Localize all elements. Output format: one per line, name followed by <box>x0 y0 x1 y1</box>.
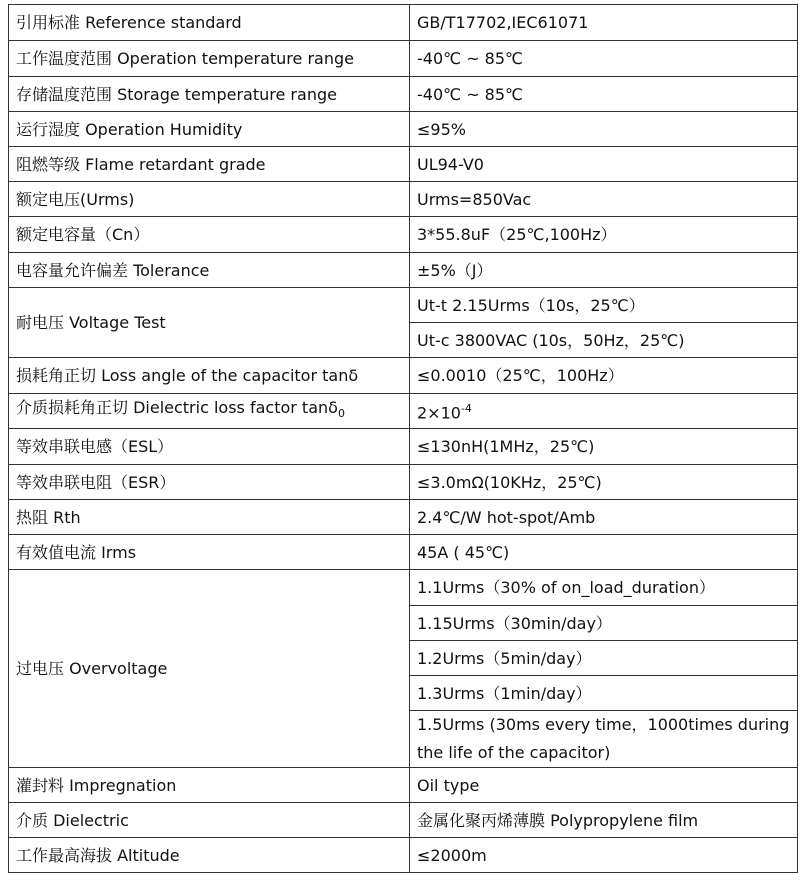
spec-value <box>410 394 798 429</box>
table-row <box>9 570 798 606</box>
table-row <box>9 500 798 535</box>
spec-label: 运行湿度 Operation Humidity <box>9 112 410 147</box>
spec-value: Ut-c 3800VAC (10s，50Hz，25℃) <box>410 323 798 358</box>
spec-value: 45A ( 45℃) <box>410 535 798 570</box>
spec-label: 工作最高海拔 Altitude <box>9 838 410 873</box>
spec-value: ±5%（J） <box>410 253 798 288</box>
table-row <box>9 77 798 112</box>
spec-value: ≤3.0mΩ(10KHz，25℃) <box>410 465 798 500</box>
spec-value: UL94-V0 <box>410 147 798 182</box>
spec-label: 引用标准 Reference standard <box>9 5 410 41</box>
spec-value: Urms=850Vac <box>410 182 798 217</box>
label-subscript: 0 <box>337 407 345 421</box>
table-row <box>9 429 798 465</box>
spec-label: 工作温度范围 Operation temperature range <box>9 41 410 77</box>
label-text: 介质损耗角正切 Dielectric loss factor tanδ <box>16 398 338 418</box>
spec-value: -40℃ ~ 85℃ <box>410 41 798 77</box>
spec-value: 1.3Urms（1min/day） <box>410 676 798 711</box>
spec-value: ≤0.0010（25℃，100Hz） <box>410 358 798 394</box>
table-row <box>9 288 798 323</box>
spec-label: 电容量允许偏差 Tolerance <box>9 253 410 288</box>
spec-value: Ut-t 2.15Urms（10s，25℃） <box>410 288 798 323</box>
table-row <box>9 535 798 570</box>
spec-value: GB/T17702,IEC61071 <box>410 5 798 41</box>
spec-value: -40℃ ~ 85℃ <box>410 77 798 112</box>
spec-value: 1.2Urms（5min/day） <box>410 641 798 676</box>
table-row <box>9 768 798 803</box>
table-row <box>9 838 798 873</box>
value-text: 2×10 <box>417 403 461 423</box>
spec-label: 介质 Dielectric <box>9 803 410 838</box>
spec-value: 金属化聚丙烯薄膜 Polypropylene film <box>410 803 798 838</box>
spec-label: 过电压 Overvoltage <box>9 570 410 768</box>
spec-table <box>8 4 798 873</box>
spec-label: 灌封料 Impregnation <box>9 768 410 803</box>
spec-label: 存储温度范围 Storage temperature range <box>9 77 410 112</box>
table-row <box>9 5 798 41</box>
spec-label: 额定电压(Urms) <box>9 182 410 217</box>
table-row <box>9 41 798 77</box>
spec-value: 3*55.8uF（25℃,100Hz） <box>410 217 798 253</box>
table-row <box>9 217 798 253</box>
table-row <box>9 358 798 394</box>
spec-value: ≤95% <box>410 112 798 147</box>
spec-value: ≤2000m <box>410 838 798 873</box>
table-row <box>9 112 798 147</box>
spec-value: Oil type <box>410 768 798 803</box>
spec-label: 损耗角正切 Loss angle of the capacitor tanδ <box>9 358 410 394</box>
spec-label <box>9 394 410 429</box>
spec-value: ≤130nH(1MHz，25℃) <box>410 429 798 465</box>
spec-value: 1.1Urms（30% of on_load_duration） <box>410 570 798 606</box>
table-row <box>9 253 798 288</box>
spec-label: 阻燃等级 Flame retardant grade <box>9 147 410 182</box>
spec-label: 额定电容量（Cn） <box>9 217 410 253</box>
spec-value: 1.15Urms（30min/day） <box>410 606 798 641</box>
spec-label: 热阻 Rth <box>9 500 410 535</box>
table-row <box>9 147 798 182</box>
table-row <box>9 465 798 500</box>
spec-label: 等效串联电感（ESL） <box>9 429 410 465</box>
spec-label: 耐电压 Voltage Test <box>9 288 410 358</box>
value-superscript: -4 <box>460 402 472 416</box>
table-row <box>9 394 798 429</box>
table-row <box>9 803 798 838</box>
table-row <box>9 182 798 217</box>
spec-value: 2.4℃/W hot-spot/Amb <box>410 500 798 535</box>
spec-value: 1.5Urms (30ms every time，1000times during the life of the capacitor) <box>410 711 798 768</box>
spec-label: 有效值电流 Irms <box>9 535 410 570</box>
spec-label: 等效串联电阻（ESR） <box>9 465 410 500</box>
